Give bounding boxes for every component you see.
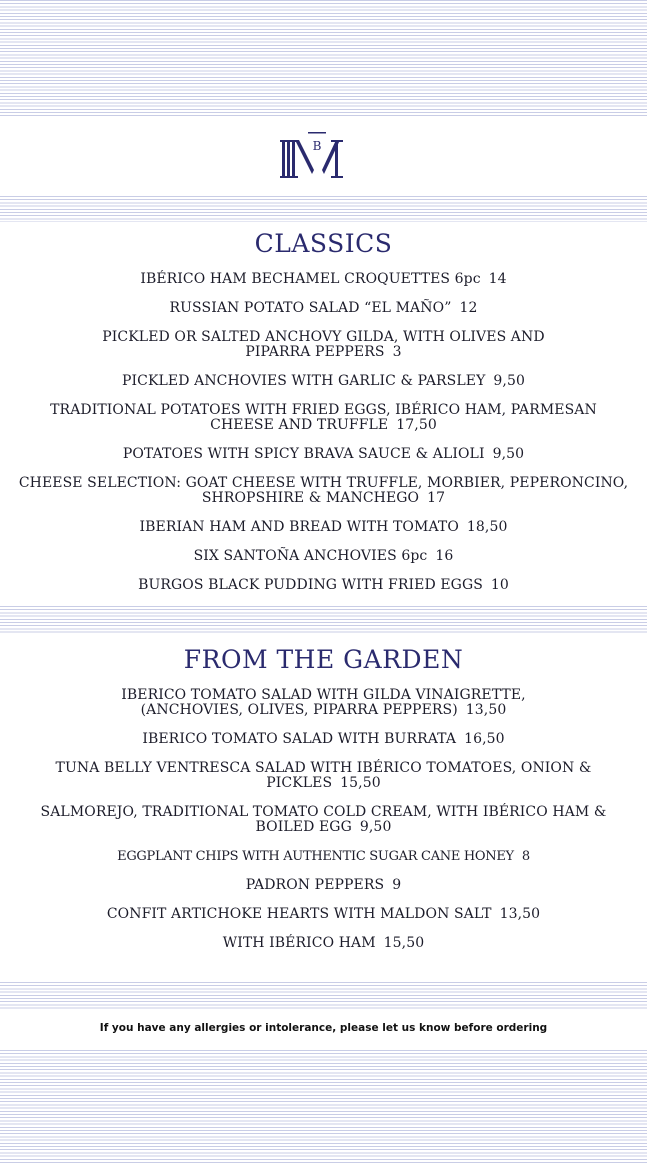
item-name: IBÉRICO HAM BECHAMEL CROQUETTES 6pc — [140, 271, 481, 287]
item-name: EGGPLANT CHIPS WITH AUTHENTIC SUGAR CANE HONEY — [117, 849, 514, 864]
item-price: 15,50 — [383, 935, 425, 951]
item-price: 9 — [392, 877, 402, 893]
item-price: 16,50 — [464, 731, 505, 747]
item-name: POTATOES WITH SPICY BRAVA SAUCE & ALIOLI — [122, 446, 485, 462]
item-name: IBERICO TOMATO SALAD WITH GILDA VINAIGRETTE, (ANCHOVIES, OLIVES, PIPARRA PEPPERS) — [121, 687, 526, 718]
item-price: 13,50 — [465, 702, 507, 718]
item-price: 3 — [392, 344, 402, 360]
list-item — [20, 301, 627, 316]
item-name: SALMOREJO, TRADITIONAL TOMATO COLD CREAM, WITH IBÉRICO HAM & BOILED EGG — [40, 804, 607, 835]
list-item — [20, 849, 627, 864]
item-price: 14 — [488, 271, 507, 287]
list-item — [20, 936, 627, 951]
list-item — [20, 688, 627, 718]
item-price: 17,50 — [396, 417, 437, 433]
item-price: 9,50 — [359, 819, 392, 835]
item-name: IBERIAN HAM AND BREAD WITH TOMATO — [139, 519, 459, 535]
item-name: PICKLED OR SALTED ANCHOVY GILDA, WITH OLIVES AND PIPARRA PEPPERS — [102, 329, 545, 360]
item-name: RUSSIAN POTATO SALAD “EL MAÑO” — [169, 300, 452, 316]
logo-letter-b: B — [312, 139, 322, 153]
item-price: 10 — [490, 577, 509, 593]
list-item — [20, 272, 627, 287]
section-title-classics: CLASSICS — [254, 229, 393, 258]
list-item — [20, 403, 627, 433]
list-item — [20, 374, 627, 389]
item-price: 15,50 — [340, 775, 381, 791]
list-item — [20, 578, 627, 593]
list-item — [20, 330, 627, 360]
list-item — [20, 520, 627, 535]
decorative-stripe-band-bottom — [0, 1050, 647, 1165]
list-item — [20, 732, 627, 747]
item-name: IBERICO TOMATO SALAD WITH BURRATA — [142, 731, 457, 747]
list-item — [20, 549, 627, 564]
decorative-stripe-band — [0, 606, 647, 634]
list-item — [20, 805, 627, 835]
item-name: CHEESE SELECTION: GOAT CHEESE WITH TRUFFLE, MORBIER, PEPERONCINO, SHROPSHIRE & MANCHEGO — [18, 475, 629, 506]
list-item — [20, 907, 627, 922]
item-name: SIX SANTOÑA ANCHOVIES 6pc — [193, 548, 428, 564]
decorative-stripe-band — [0, 982, 647, 1010]
list-item — [20, 447, 627, 462]
decorative-stripe-band-top — [0, 0, 647, 116]
item-name: PADRON PEPPERS — [245, 877, 385, 893]
allergy-notice: If you have any allergies or intolerance, please let us know before ordering — [99, 1022, 548, 1034]
section-title-from-the-garden: FROM THE GARDEN — [183, 645, 464, 674]
list-item — [20, 878, 627, 893]
item-price: 13,50 — [499, 906, 541, 922]
item-price: 9,50 — [493, 373, 525, 389]
item-name: TUNA BELLY VENTRESCA SALAD WITH IBÉRICO TOMATOES, ONION & PICKLES — [55, 760, 592, 791]
item-name: PICKLED ANCHOVIES WITH GARLIC & PARSLEY — [122, 373, 486, 389]
item-name: BURGOS BLACK PUDDING WITH FRIED EGGS — [138, 577, 483, 593]
item-name: WITH IBÉRICO HAM — [222, 935, 376, 951]
restaurant-logo — [278, 130, 350, 182]
item-price: 12 — [459, 300, 478, 316]
list-item — [8, 476, 639, 506]
garden-items-list — [20, 688, 627, 965]
item-name: TRADITIONAL POTATOES WITH FRIED EGGS, IBÉRICO HAM, PARMESAN CHEESE AND TRUFFLE — [50, 402, 597, 433]
decorative-stripe-band — [0, 196, 647, 222]
item-price: 17 — [427, 490, 446, 506]
classics-items-list — [20, 272, 627, 607]
list-item — [20, 761, 627, 791]
item-price: 18,50 — [466, 519, 508, 535]
item-price: 16 — [435, 548, 454, 564]
item-price: 9,50 — [492, 446, 525, 462]
item-name: CONFIT ARTICHOKE HEARTS WITH MALDON SALT — [106, 906, 492, 922]
item-price: 8 — [521, 849, 530, 864]
